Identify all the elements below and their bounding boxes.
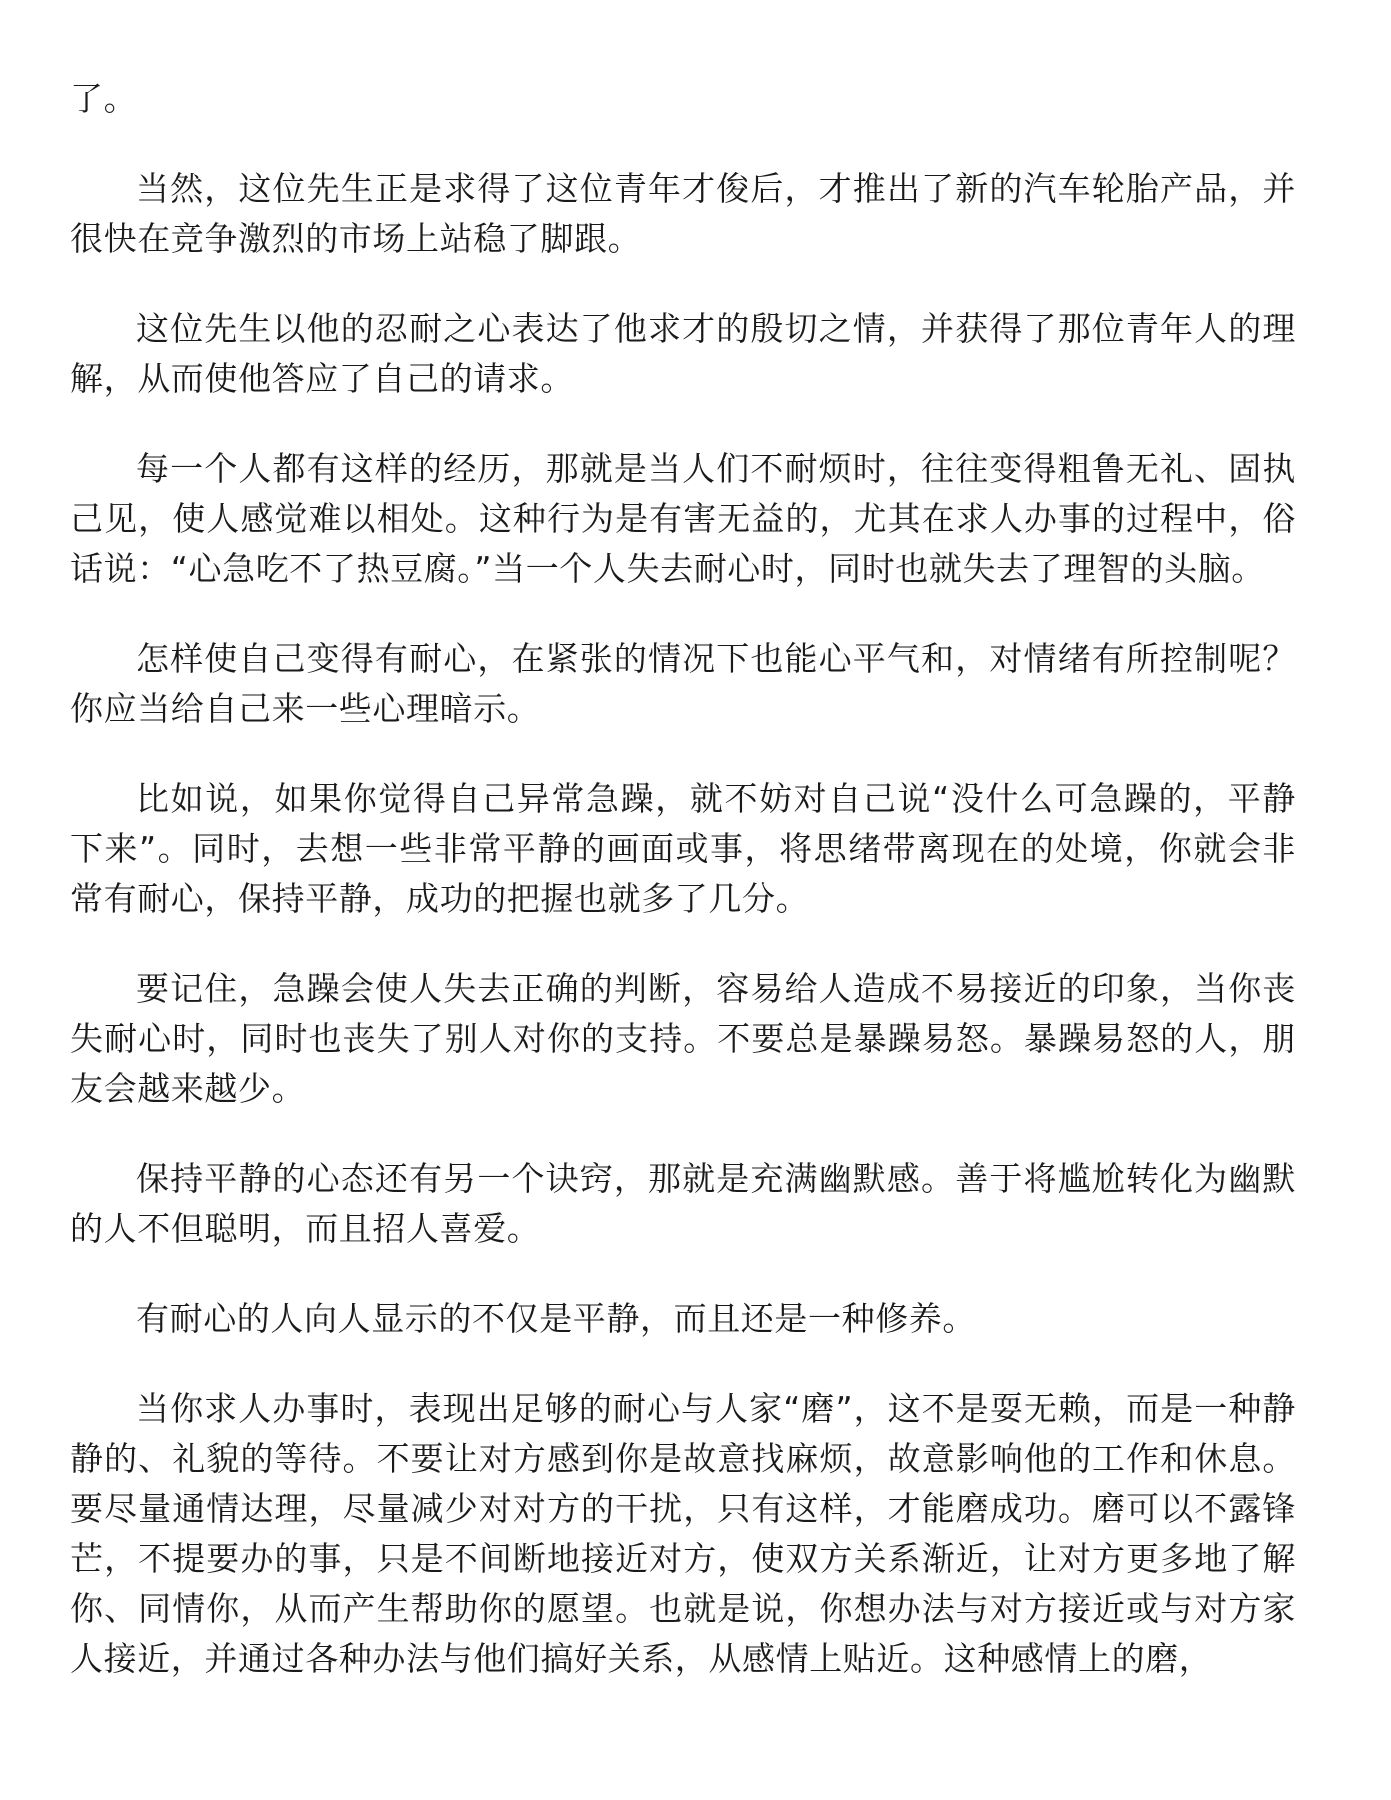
paragraph: 了。 <box>70 79 138 118</box>
paragraph: 保持平静的心态还有另一个诀窍，那就是充满幽默感。善于将尴尬转化为幽默的人不但聪明，而且招人喜爱。 <box>70 1159 1296 1248</box>
paragraph: 有耐心的人向人显示的不仅是平静，而且还是一种修养。 <box>136 1299 976 1338</box>
paragraph: 怎样使自己变得有耐心，在紧张的情况下也能心平气和，对情绪有所控制呢？你应当给自己来一些心理暗示。 <box>70 639 1296 728</box>
paragraph: 比如说，如果你觉得自己异常急躁，就不妨对自己说“没什么可急躁的，平静下来”。同时，去想一些非常平静的画面或事，将思绪带离现在的处境，你就会非常有耐心，保持平静，成功的把握也就多了几分。 <box>70 779 1296 918</box>
paragraph: 要记住，急躁会使人失去正确的判断，容易给人造成不易接近的印象，当你丧失耐心时，同时也丧失了别人对你的支持。不要总是暴躁易怒。暴躁易怒的人，朋友会越来越少。 <box>70 969 1296 1108</box>
paragraph: 当然，这位先生正是求得了这位青年才俊后，才推出了新的汽车轮胎产品，并很快在竞争激烈的市场上站稳了脚跟。 <box>70 169 1296 258</box>
paragraph: 当你求人办事时，表现出足够的耐心与人家“磨”，这不是耍无赖，而是一种静静的、礼貌的等待。不要让对方感到你是故意找麻烦，故意影响他的工作和休息。要尽量通情达理，尽量减少对对方的干扰，只有这样，才能磨成功。磨可以不露锋芒，不提要办的事，只是不间断地接近对方，使双方关系渐近，让对方更多地了解你、同情你，从而产生帮助你的愿望。也就是说，你想办法与对方接近或与对方家人接近，并通过各种办法与他们搞好关系，从感情上贴近。这种感情上的磨， <box>70 1389 1296 1678</box>
paragraph: 这位先生以他的忍耐之心表达了他求才的殷切之情，并获得了那位青年人的理解，从而使他答应了自己的请求。 <box>70 309 1296 398</box>
paragraph: 每一个人都有这样的经历，那就是当人们不耐烦时，往往变得粗鲁无礼、固执己见，使人感觉难以相处。这种行为是有害无益的，尤其在求人办事的过程中，俗话说：“心急吃不了热豆腐。”当一个人失去耐心时，同时也就失去了理智的头脑。 <box>70 449 1296 588</box>
